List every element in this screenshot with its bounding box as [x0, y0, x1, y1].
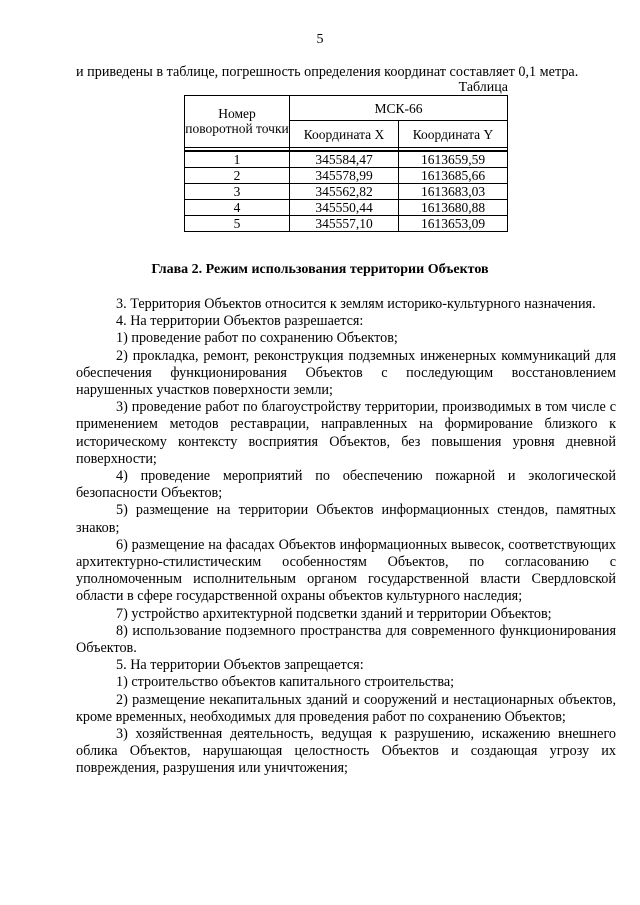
paragraph: 5) размещение на территории Объектов информационных стендов, памятных знаков; — [76, 502, 616, 536]
paragraph: 8) использование подземного пространства для современного функционирования Объектов. — [76, 622, 616, 657]
table-row — [185, 168, 508, 184]
header-point-number: Номер поворотной точки — [185, 96, 290, 148]
paragraph: 3) проведение работ по благоустройству территории, производимых в том числе с применением методов реставрации, направленных на формирование близкого к историческому контексту восприятия Объектов, без повышения уровня дневной поверхности; — [76, 399, 616, 467]
point-number: 2 — [185, 168, 290, 184]
coordinate-y: 1613685,66 — [399, 168, 508, 184]
intro-line: и приведены в таблице, погрешность определения координат составляет 0,1 метра. — [76, 64, 579, 80]
coordinate-x: 345557,10 — [290, 216, 399, 232]
point-number: 5 — [185, 216, 290, 232]
point-number: 1 — [185, 151, 290, 168]
paragraph: 5. На территории Объектов запрещается: — [116, 657, 364, 674]
coordinate-x: 345562,82 — [290, 184, 399, 200]
paragraph: 1) проведение работ по сохранению Объектов; — [116, 330, 398, 347]
paragraph: 7) устройство архитектурной подсветки зданий и территории Объектов; — [116, 605, 552, 622]
header-coordinate-y: Координата Y — [399, 121, 508, 148]
coordinate-y: 1613683,03 — [399, 184, 508, 200]
paragraph: 2) размещение некапитальных зданий и сооружений и нестационарных объектов, кроме временных, необходимых для проведения работ по сохранению Объектов; — [76, 691, 616, 725]
header-coordinate-x: Координата X — [290, 121, 399, 148]
coordinate-y: 1613659,59 — [399, 151, 508, 168]
paragraph: 2) прокладка, ремонт, реконструкция подземных инженерных коммуникаций для обеспечения функционирования Объектов с последующим восстановлением нарушенных участков поверхности земли; — [76, 347, 616, 399]
point-number: 4 — [185, 200, 290, 216]
paragraph: 1) строительство объектов капитального строительства; — [116, 674, 455, 691]
header-coordinate-system: МСК-66 — [290, 96, 508, 121]
paragraph: 3) хозяйственная деятельность, ведущая к разрушению, искажению внешнего облика Объектов, нарушающая целостность Объектов и создающая угрозу их повреждения, разрушения или уничтожения; — [76, 726, 616, 777]
paragraph: 6) размещение на фасадах Объектов информационных вывесок, соответствующих архитектурно-стилистическим особенностям Объектов, по согласованию с уполномоченным исполнительным органом государственной власти Свердловской области в сфере государственной охраны объектов культурного наследия; — [76, 536, 616, 605]
coordinates-table — [184, 95, 508, 232]
coordinate-x: 345578,99 — [290, 168, 399, 184]
point-number: 3 — [185, 184, 290, 200]
coordinate-x: 345550,44 — [290, 200, 399, 216]
table-label: Таблица — [458, 80, 508, 95]
paragraph: 4) проведение мероприятий по обеспечению пожарной и экологической безопасности Объектов; — [76, 468, 616, 502]
table-row — [185, 216, 508, 232]
table-row — [185, 184, 508, 200]
coordinate-y: 1613653,09 — [399, 216, 508, 232]
paragraph: 4. На территории Объектов разрешается: — [116, 313, 364, 330]
chapter-heading: Глава 2. Режим использования территории Объектов — [151, 262, 489, 277]
paragraph: 3. Территория Объектов относится к землям историко-культурного назначения. — [116, 296, 596, 312]
coordinate-y: 1613680,88 — [399, 200, 508, 216]
body-text — [76, 296, 616, 778]
table-row — [185, 151, 508, 168]
page-number: 5 — [316, 32, 324, 47]
table-row — [185, 200, 508, 216]
coordinate-x: 345584,47 — [290, 151, 399, 168]
